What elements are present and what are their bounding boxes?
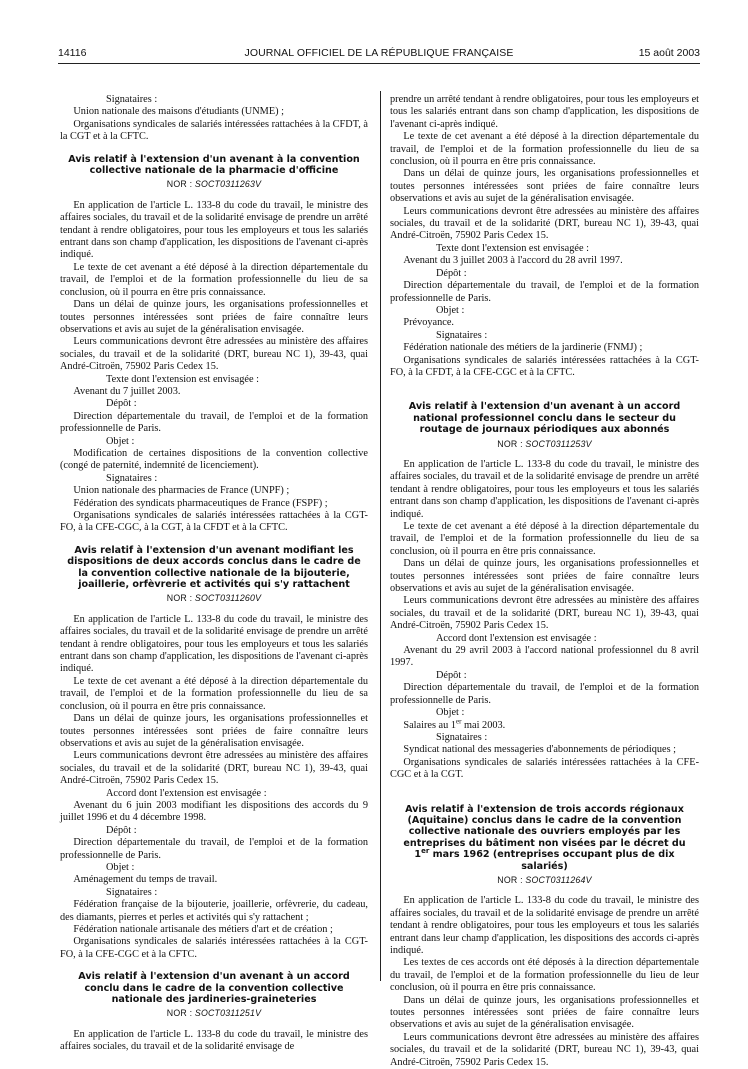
text-label: Texte dont l'extension est envisagée :	[436, 242, 589, 254]
paragraph: Le texte de cet avenant a été déposé à la direction départementale du travail, de l'emploi et de la formation professionnelle du lieu de sa conclusion, où il pourra en être pris connaissance.	[60, 675, 368, 712]
paragraph: Leurs communications devront être adressées au ministère des affaires sociales, du travail et de la solidarité (DRT, bureau NC 1), 39-43, quai André-Citroën, 75902 Paris Cedex 15.	[390, 595, 699, 632]
signataires-label: Signataires :	[436, 731, 488, 743]
paragraph: Modification de certaines dispositions de la convention collective (congé de paternité, indemnité de licenciement).	[60, 447, 368, 472]
signataires-label: Signataires :	[106, 886, 158, 898]
paragraph: Direction départementale du travail, de l'emploi et de la formation professionnelle de Paris.	[390, 682, 699, 706]
paragraph: Leurs communications devront être adressées au ministère des affaires sociales, du travail et de la solidarité (DRT, bureau NC 1), 39-43, quai André-Citroën, 75902 Paris Cedex 15.	[390, 1031, 699, 1068]
paragraph: Prévoyance.	[403, 317, 454, 329]
objet-label: Objet :	[106, 861, 135, 873]
notice-title-end: mars 1962 (entreprises occupant plus de dix salariés)	[429, 849, 675, 872]
depot-label: Dépôt :	[106, 824, 137, 836]
right-column	[390, 94, 699, 1069]
paragraph: Dans un délai de quinze jours, les organisations professionnelles et toutes personnes intéressées sont priées de faire connaître leurs observations et avis au sujet de la généralisation envisagée.	[390, 558, 699, 595]
signatory: Organisations syndicales de salariés intéressées rattachées à la CGT-FO, à la CFDT, à la CFE-CGC et à la CFTC.	[390, 354, 699, 378]
objet-text: Salaires au 1	[403, 719, 456, 731]
nor-label: NOR :	[166, 1008, 193, 1019]
signatory: Fédération nationale des métiers de la jardinerie (FNMJ) ;	[403, 342, 643, 354]
nor-code: SOCT0311260V	[194, 593, 262, 604]
nor-code: SOCT0311253V	[525, 438, 592, 449]
nor-reference	[390, 874, 699, 886]
notice-title: Avis relatif à l'extension d'un avenant modifiant les dispositions de deux accords conclus dans le cadre de la convention collective nationale de la bijouterie, joaillerie, orfèvrerie et activités qui s'y rattachent	[67, 544, 361, 591]
paragraph: En application de l'article L. 133-8 du code du travail, le ministre des affaires sociales, du travail et de la solidarité envisage de prendre un arrêté tendant à rendre obligatoires, pour tous les employeurs et tous les salariés entrant dans son champ d'application, les dispositions de l'avenant ci-après indiqué.	[60, 613, 368, 675]
superscript: er	[456, 717, 462, 726]
signatory: Fédération des syndicats pharmaceutiques de France (FSPF) ;	[73, 497, 328, 509]
nor-reference	[60, 1007, 368, 1019]
paragraph: Le texte de cet avenant a été déposé à la direction départementale du travail, de l'emploi et de la formation professionnelle du lieu de sa conclusion, où il pourra en être pris connaissance.	[390, 131, 699, 168]
intro-signatory: Union nationale des maisons d'étudiants (UNME) ;	[73, 106, 284, 118]
notice-title-text: Avis relatif à l'extension de trois accords régionaux (Aquitaine) conclus dans le cadre de la convention collective nationale des ouvriers employés par les entreprises du bâtiment non visées par le décret du 1	[403, 803, 686, 861]
nor-label: NOR :	[166, 179, 193, 190]
signatory: Organisations syndicales de salariés intéressées rattachées à la CFE-CGC et à la CGT.	[390, 756, 699, 781]
signatory: Organisations syndicales de salariés intéressées rattachées à la CGT-FO, à la CFE-CGC et à la CFTC.	[60, 936, 368, 960]
nor-label: NOR :	[166, 593, 193, 604]
column-divider	[380, 91, 381, 981]
signataires-label: Signataires :	[436, 329, 488, 341]
journal-title: JOURNAL OFFICIEL DE LA RÉPUBLIQUE FRANÇAISE	[244, 47, 514, 59]
text-label: Texte dont l'extension est envisagée :	[106, 373, 259, 385]
paragraph: Le texte de cet avenant a été déposé à la direction départementale du travail, de l'emploi et de la formation professionnelle du lieu de sa conclusion, où il pourra en être pris connaissance.	[390, 521, 699, 557]
paragraph: Dans un délai de quinze jours, les organisations professionnelles et toutes personnes intéressées sont priées de faire connaître leurs observations et avis au sujet de la généralisation envisagée.	[60, 713, 368, 749]
header-rule	[58, 63, 700, 64]
text-label: Accord dont l'extension est envisagée :	[436, 632, 597, 644]
paragraph: Le texte de cet avenant a été déposé à la direction départementale du travail, de l'emploi et de la formation professionnelle du lieu de sa conclusion, où il pourra en être pris connaissance.	[60, 261, 368, 298]
depot-label: Dépôt :	[436, 669, 467, 681]
nor-code: SOCT0311263V	[194, 179, 262, 190]
nor-label: NOR :	[497, 438, 523, 449]
issue-date: 15 août 2003	[638, 47, 700, 59]
paragraph: En application de l'article L. 133-8 du code du travail, le ministre des affaires sociales, du travail et de la solidarité envisage de prendre un arrêté tendant à rendre obligatoires, pour tous les employeurs et tous les salariés entrant dans leur champ d'application, les dispositions des accords ci-après indiqué.	[390, 895, 699, 956]
paragraph: Les textes de ces accords ont été déposés à la direction départementale du travail, de l'emploi et de la formation professionnelle du lieu de leur conclusion, où il pourra en être pris connaissance.	[390, 957, 699, 994]
signatory: Organisations syndicales de salariés intéressées rattachées à la CGT-FO, à la CFE-CGC, à la CGT, à la CFDT et à la CFTC.	[60, 510, 368, 534]
paragraph: En application de l'article L. 133-8 du code du travail, le ministre des affaires sociales, du travail et de la solidarité envisage de prendre un arrêté tendant à rendre obligatoires, pour tous les employeurs et tous les salariés entrant dans son champ d'application, les dispositions de l'avenant ci-après indiqué.	[60, 199, 368, 261]
objet-text-end: mai 2003.	[461, 719, 506, 731]
intro-signataires-label: Signataires :	[106, 94, 158, 105]
left-column	[60, 94, 368, 1054]
paragraph: Avenant du 6 juin 2003 modifiant les dispositions des accords du 9 juillet 1996 et du 4 décembre 1998.	[60, 799, 368, 824]
paragraph	[390, 717, 699, 732]
paragraph: Direction départementale du travail, de l'emploi et de la formation professionnelle de Paris.	[60, 410, 368, 435]
paragraph: Leurs communications devront être adressées au ministère des affaires sociales, du travail et de la solidarité (DRT, bureau NC 1), 39-43, quai André-Citroën, 75902 Paris Cedex 15.	[60, 336, 368, 373]
signatory: Union nationale des pharmacies de France (UNPF) ;	[73, 485, 290, 497]
depot-label: Dépôt :	[436, 267, 467, 279]
nor-code: SOCT0311251V	[194, 1008, 262, 1019]
notice-title	[396, 804, 693, 872]
nor-reference	[390, 438, 699, 450]
paragraph: Avenant du 3 juillet 2003 à l'accord du 28 avril 1997.	[403, 255, 623, 267]
nor-reference	[60, 592, 368, 604]
signatory: Syndicat national des messageries d'abonnements de périodiques ;	[403, 744, 677, 756]
paragraph: Direction départementale du travail, de l'emploi et de la formation professionnelle de Paris.	[390, 280, 699, 304]
paragraph: Direction départementale du travail, de l'emploi et de la formation professionnelle de Paris.	[60, 837, 368, 861]
depot-label: Dépôt :	[106, 398, 137, 410]
text-label: Accord dont l'extension est envisagée :	[106, 787, 267, 799]
paragraph: Dans un délai de quinze jours, les organisations professionnelles et toutes personnes intéressées sont priées de faire connaître leurs observations et avis au sujet de la généralisation envisagée.	[390, 168, 699, 205]
nor-code: SOCT0311264V	[525, 874, 592, 885]
superscript: er	[421, 846, 430, 855]
signatory: Fédération française de la bijouterie, joaillerie, orfèvrerie, du cadeau, des diamants, pierres et perles et activités qui s'y rattachent ;	[60, 899, 368, 923]
paragraph: Dans un délai de quinze jours, les organisations professionnelles et toutes personnes intéressées sont priées de faire connaître leurs observations et avis au sujet de la généralisation envisagée.	[60, 299, 368, 335]
paragraph: Leurs communications devront être adressées au ministère des affaires sociales, du travail et de la solidarité (DRT, bureau NC 1), 39-43, quai André-Citroën, 75902 Paris Cedex 15.	[390, 205, 699, 242]
signatory: Fédération nationale artisanale des métiers d'art et de création ;	[73, 924, 333, 935]
paragraph: Avenant du 29 avril 2003 à l'accord national professionnel du 8 avril 1997.	[390, 645, 699, 669]
notice-title: Avis relatif à l'extension d'un avenant à un accord national professionnel conclu dans le secteur du routage de journaux périodiques aux abonnés	[408, 401, 681, 436]
paragraph: Leurs communications devront être adressées au ministère des affaires sociales, du travail et de la solidarité (DRT, bureau NC 1), 39-43, quai André-Citroën, 75902 Paris Cedex 15.	[60, 750, 368, 787]
page-number: 14116	[58, 47, 87, 59]
objet-label: Objet :	[106, 435, 135, 447]
notice-title: Avis relatif à l'extension d'un avenant à un accord conclu dans le cadre de la convention collective nationale des jardineries-graineteries	[78, 971, 350, 1006]
paragraph: En application de l'article L. 133-8 du code du travail, le ministre des affaires sociales, du travail et de la solidarité envisage de prendre un arrêté tendant à rendre obligatoires, pour tous les employeurs et tous les salariés entrant dans son champ d'application, les dispositions de l'avenant ci-après indiqué.	[390, 458, 699, 520]
intro-signatory: Organisations syndicales de salariés intéressées rattachées à la CFDT, à la CGT et à la CFTC.	[60, 118, 368, 143]
paragraph: Aménagement du temps de travail.	[73, 874, 218, 886]
paragraph: En application de l'article L. 133-8 du code du travail, le ministre des affaires sociales, du travail et de la solidarité envisage de	[60, 1028, 368, 1053]
nor-reference	[60, 178, 368, 190]
nor-label: NOR :	[497, 874, 523, 885]
notice-title: Avis relatif à l'extension d'un avenant à la convention collective nationale de la pharmacie d'officine	[68, 153, 360, 177]
paragraph: Avenant du 7 juillet 2003.	[73, 385, 181, 397]
page-header	[58, 47, 700, 61]
objet-label: Objet :	[436, 304, 465, 316]
paragraph: Dans un délai de quinze jours, les organisations professionnelles et toutes personnes intéressées sont priées de faire connaître leurs observations et avis au sujet de la généralisation envisagée.	[390, 994, 699, 1031]
objet-label: Objet :	[436, 707, 465, 719]
paragraph: prendre un arrêté tendant à rendre obligatoires, pour tous les employeurs et tous les salariés entrant dans son champ d'application, les dispositions de l'avenant ci-après indiqué.	[390, 94, 699, 130]
signataires-label: Signataires :	[106, 472, 158, 484]
